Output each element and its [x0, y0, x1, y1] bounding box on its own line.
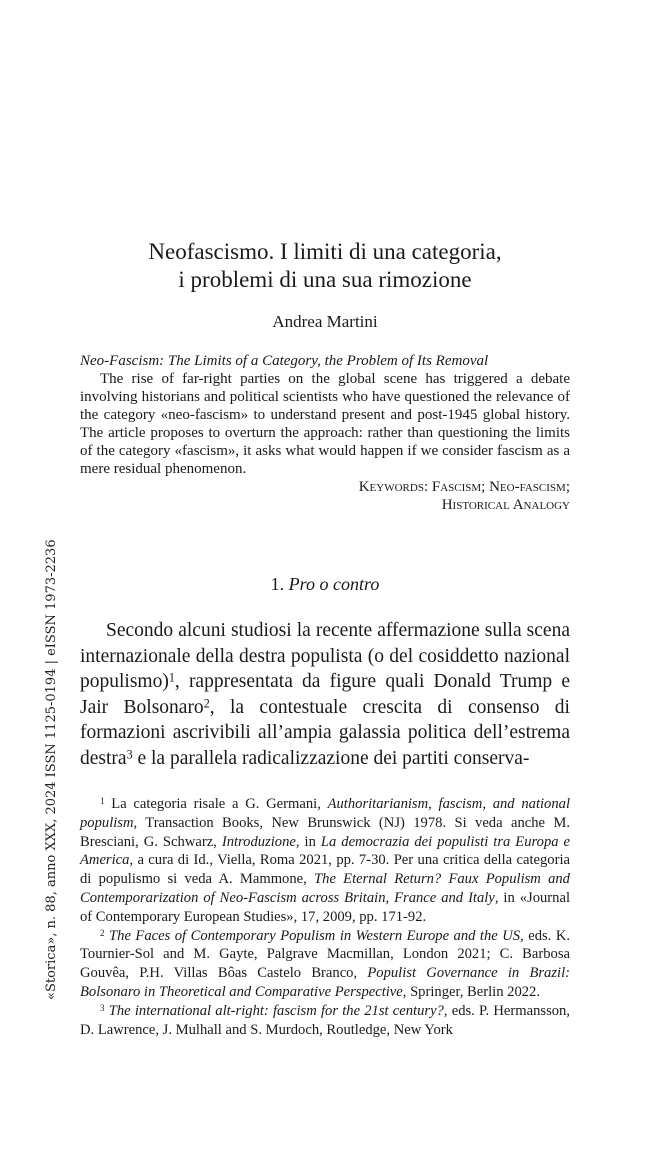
section-title: Pro o contro: [288, 574, 380, 594]
body-text: [80, 618, 570, 771]
footnote-text: a cura di Id., Viella, Roma 2021, pp. 7-30. Per una critica della categoria di populismo si veda A. Mammone,: [80, 852, 570, 888]
footnote-italic: The international alt-right: fascism for the 21st century?: [108, 1002, 444, 1019]
keywords-line-2: Historical Analogy: [441, 497, 570, 513]
footnote-italic: Authoritarianism, fascism, and national populism,: [80, 796, 570, 831]
footnote-ref-1[interactable]: 1: [168, 670, 175, 685]
footnote-italic: The Faces of Contemporary Populism in Western Europe and the US,: [109, 927, 524, 944]
footnote-1: [80, 795, 570, 927]
footnote-text: , in: [295, 833, 321, 850]
footnote-text: , eds. P. Hermansson, D. Lawrence, J. Mulhall and S. Murdoch, Routledge, New York: [80, 1002, 570, 1038]
footnote-text: eds. K. Tournier-Sol and M. Gayte, Palgrave Macmillan, London 2021; C. Barbosa Gouvêa, P.H. Villas Bôas Castelo Branco,: [80, 927, 571, 982]
footnote-text: Springer, Berlin 2022.: [406, 983, 541, 1000]
author-name: Andrea Martini: [272, 312, 378, 331]
body-text-part: , la contestuale crescita di consenso di formazioni ascrivibili all’ampia galassia politica dell’estrema destra: [80, 696, 570, 769]
english-title: Neo-Fascism: The Limits of a Category, the Problem of Its Removal: [80, 353, 489, 369]
section-number: 1.: [270, 574, 285, 594]
footnote-text: La categoria risale a G. Germani,: [104, 796, 328, 812]
body-text-part: Secondo alcuni studiosi la recente affermazione sulla scena internazionale della destra populista (o del cosiddetto nazional populismo): [80, 620, 570, 692]
footnote-number: 1: [100, 795, 105, 806]
footnote-number: 3: [100, 1002, 105, 1013]
footnote-italic: The Eternal Return? Faux Populism and Contemporarization of Neo-Fascism across Britain, France and Italy: [80, 871, 570, 906]
title-line-2: i problemi di una sua rimozione: [178, 267, 472, 292]
body-text-part: , rappresentata da figure quali Donald Trump e Jair Bolsonaro: [80, 671, 570, 718]
journal-side-note: «Storica», n. 88, anno XXX, 2024 ISSN 1125-0194 | eISSN 1973-2236: [44, 539, 59, 1000]
footnote-italic: Populist Governance in Brazil: Bolsonaro in Theoretical and Comparative Perspective,: [80, 965, 570, 1000]
title-line-1: Neofascismo. I limiti di una categoria,: [148, 239, 502, 264]
abstract-text: The rise of far-right parties on the global scene has triggered a debate involving historians and political scientists who have questioned the relevance of the category «neo-fascism» to understand present and post-1945 global history. The article proposes to overturn the approach: rather than questioning the limits of the category «fascism», it asks what would happen if we consider fascism as a mere residual phenomenon.: [80, 371, 570, 477]
footnote-text: , in «Journal of Contemporary European Studies», 17, 2009, pp. 171-92.: [80, 889, 570, 925]
section-heading: [80, 574, 570, 595]
footnote-italic: Introduzione: [221, 833, 296, 850]
keywords-line-1: Keywords: Fascism; Neo-fascism;: [358, 479, 570, 495]
abstract-block: [80, 352, 570, 514]
body-text-part: e la parallela radicalizzazione dei partiti conserva-: [132, 747, 530, 769]
article-title: [80, 238, 570, 294]
footnotes: [80, 795, 570, 1039]
footnote-3: [80, 1002, 570, 1040]
footnote-2: [80, 927, 570, 1002]
footnote-ref-2[interactable]: 2: [203, 696, 210, 711]
footnote-number: 2: [100, 927, 105, 938]
footnote-italic: La democrazia dei populisti tra Europa e America,: [80, 833, 571, 869]
footnote-ref-3[interactable]: 3: [126, 747, 133, 762]
footnote-text: Transaction Books, New Brunswick (NJ) 1978. Si veda anche M. Bresciani, G. Schwarz,: [80, 814, 570, 850]
body-paragraph: [80, 618, 570, 771]
